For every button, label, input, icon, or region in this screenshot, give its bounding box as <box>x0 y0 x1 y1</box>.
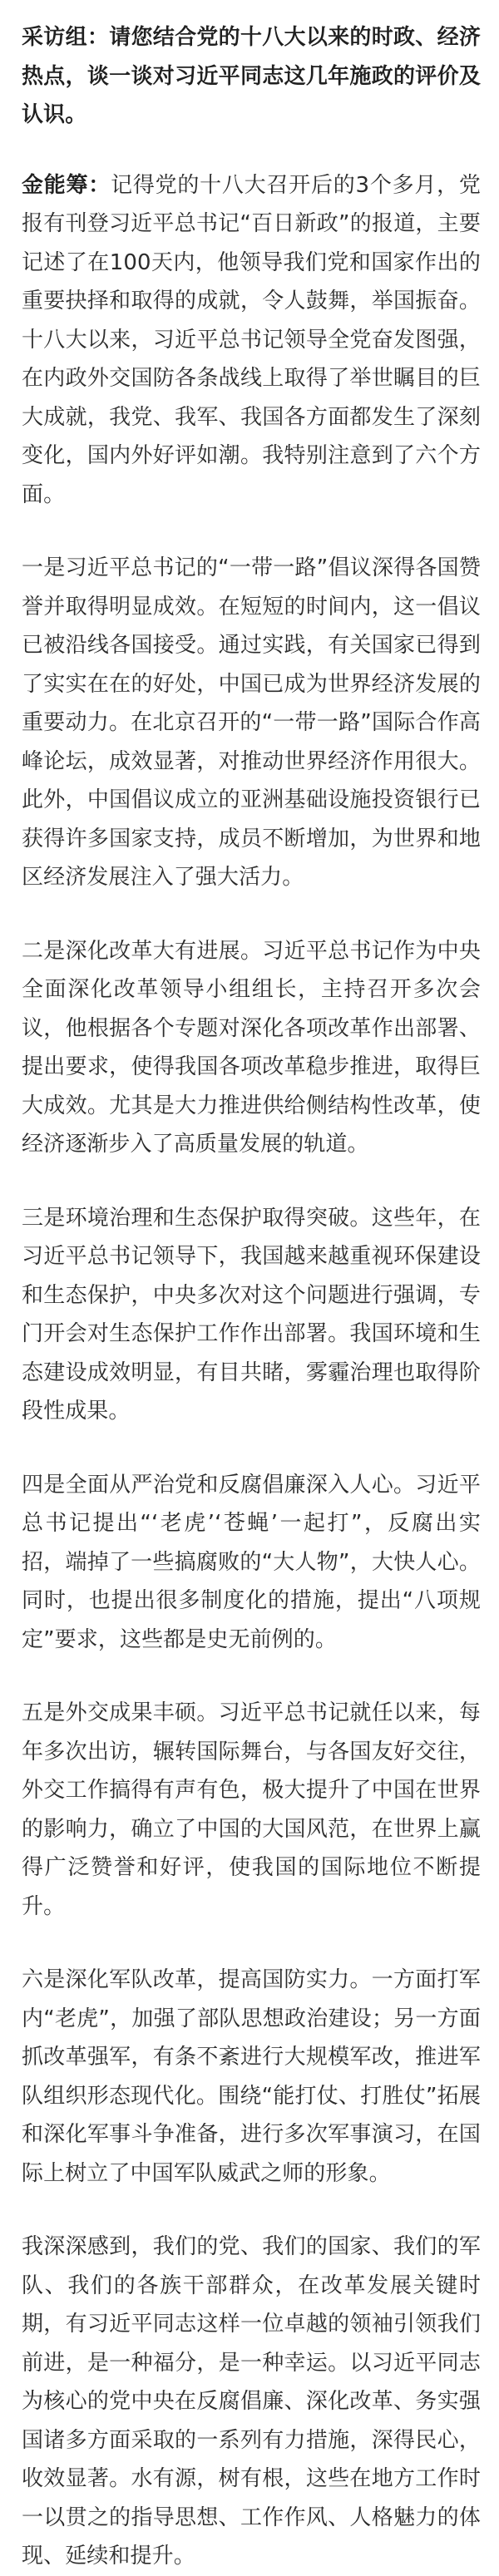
point-military-reform: 六是深化军队改革，提高国防实力。一方面打军内“老虎”，加强了部队思想政治建设；另一方面抓改革强军，有条不紊进行大规模军改，推进军队组织形态现代化。围绕“能打仗、打胜仗”拓展和深化军事斗争准备，进行多次军事演习，在国际上树立了中国军队威武之师的形象。 <box>22 1967 481 2186</box>
point-anti-corruption: 四是全面从严治党和反腐倡廉深入人心。习近平总书记提出“‘老虎’‘苍蝇’一起打”，反腐出实招，端掉了一些搞腐败的“大人物”，大快人心。同时，也提出很多制度化的措施，提出“八项规定”要求，这些都是史无前例的。 <box>22 1472 481 1652</box>
answer-intro-text: 记得党的十八大召开后的3个多月，党报有刊登习近平总书记“百日新政”的报道，主要记述了在100天内，他领导我们党和国家作出的重要抉择和取得的成就，令人鼓舞，举国振奋。十八大以来，习近平总书记领导全党奋发图强，在内政外交国防各条战线上取得了举世瞩目的巨大成就，我党、我军、我国各方面都发生了深刻变化，国内外好评如潮。我特别注意到了六个方面。 <box>22 172 481 507</box>
interview-question <box>22 18 481 135</box>
interview-answer-intro <box>22 166 481 515</box>
conclusion-paragraph: 我深深感到，我们的党、我们的国家、我们的军队、我们的各族干部群众，在改革发展关键时期，有习近平同志这样一位卓越的领袖引领我们前进，是一种福分，是一种幸运。以习近平同志为核心的党中央在反腐倡廉、深化改革、务实强国诸多方面采取的一系列有力措施，深得民心，收效显著。水有源，树有根，这些在地方工作时一以贯之的指导思想、工作作风、人格魅力的体现、延续和提升。 <box>22 2234 481 2569</box>
answer-label: 金能筹： <box>22 172 111 198</box>
question-label: 采访组： <box>22 25 110 50</box>
point-environment: 三是环境治理和生态保护取得突破。这些年，在习近平总书记领导下，我国越来越重视环保建设和生态保护，中央多次对这个问题进行强调，专门开会对生态保护工作作出部署。我国环境和生态建设成效明显，有目共睹，雾霾治理也取得阶段性成果。 <box>22 1205 481 1424</box>
point-diplomacy: 五是外交成果丰硕。习近平总书记就任以来，每年多次出访，辗转国际舞台，与各国友好交往，外交工作搞得有声有色，极大提升了中国在世界的影响力，确立了中国的大国风范，在世界上赢得广泛赞誉和好评，使我国的国际地位不断提升。 <box>22 1700 481 1919</box>
point-deepening-reform: 二是深化改革大有进展。习近平总书记作为中央全面深化改革领导小组组长，主持召开多次会议，他根据各个专题对深化各项改革作出部署、提出要求，使得我国各项改革稳步推进，取得巨大成效。尤其是大力推进供给侧结构性改革，使经济逐渐步入了高质量发展的轨道。 <box>22 938 481 1157</box>
question-text: 请您结合党的十八大以来的时政、经济热点，谈一谈对习近平同志这几年施政的评价及认识。 <box>22 25 482 127</box>
point-belt-and-road: 一是习近平总书记的“一带一路”倡议深得各国赞誉并取得明显成效。在短短的时间内，这一倡议已被沿线各国接受。通过实践，有关国家已得到了实实在在的好处，中国已成为世界经济发展的重要动力。在北京召开的“一带一路”国际合作高峰论坛，成效显著，对推动世界经济作用很大。此外，中国倡议成立的亚洲基础设施投资银行已获得许多国家支持，成员不断增加，为世界和地区经济发展注入了强大活力。 <box>22 555 481 890</box>
